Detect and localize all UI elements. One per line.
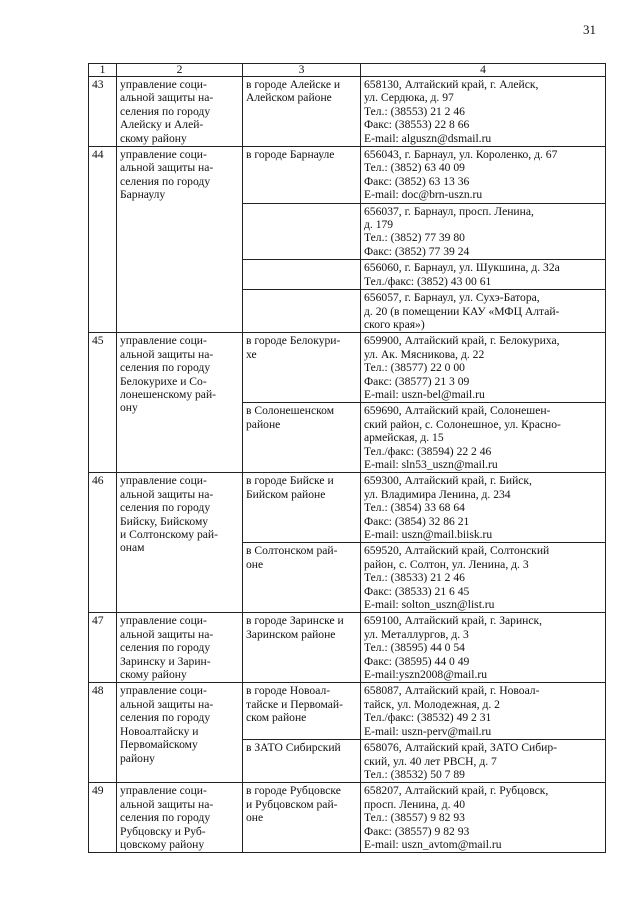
contact-info-text: 658076, Алтайский край, ЗАТО Сибир- ский, ул. 40 лет РВСН, д. 7 Тел.: (38532) 50 7 89 [364, 741, 558, 781]
contact-info-cell [361, 77, 606, 147]
agency-name-cell [117, 783, 243, 853]
table-row [89, 77, 606, 147]
service-area-cell [243, 473, 361, 543]
contact-info-text: 656043, г. Барнаул, ул. Короленко, д. 67 Тел.: (3852) 63 40 09 Факс: (3852) 63 13 36 E-mail: doc@brn-uszn.ru [364, 148, 558, 202]
contact-info-text: 656060, г. Барнаул, ул. Шукшина, д. 32а Тел./факс: (3852) 43 00 61 [364, 261, 560, 288]
agency-name-cell [117, 333, 243, 473]
table-row [89, 333, 606, 403]
contact-info-text: 656037, г. Барнаул, просп. Ленина, д. 179 Тел.: (3852) 77 39 80 Факс: (3852) 77 39 24 [364, 204, 534, 258]
contact-info-cell [361, 473, 606, 543]
service-area-cell [243, 147, 361, 204]
contact-info-text: 658087, Алтайский край, г. Новоал- тайск, ул. Молодежная, д. 2 Тел./факс: (38532) 49 2 31 E-mail: uszn-perv@mail.ru [364, 684, 540, 738]
contact-info-text: 659520, Алтайский край, Солтонский район, с. Солтон, ул. Ленина, д. 3 Тел.: (38533) 21 2 46 Факс: (38533) 21 6 45 E-mail: solton_uszn@list.ru [364, 544, 550, 612]
row-number-cell: 46 [89, 473, 117, 613]
contact-info-text: 656057, г. Барнаул, ул. Сухэ-Батора, д. 20 (в помещении КАУ «МФЦ Алтай- ского края») [364, 291, 560, 331]
service-area-text: в городе Рубцовске и Рубцовском рай- оне [246, 784, 341, 825]
contact-info-cell [361, 613, 606, 683]
contact-info-cell [361, 290, 606, 333]
contact-info-cell [361, 260, 606, 290]
service-area-cell [243, 543, 361, 613]
service-area-cell [243, 683, 361, 740]
agency-name-cell [117, 77, 243, 147]
agency-name-text: управление соци- альной защиты на- селения по городу Барнаулу [120, 148, 214, 202]
contact-info-cell [361, 740, 606, 783]
service-area-text: в городе Белокури- хе [246, 334, 341, 361]
service-area-text: в городе Бийске и Бийском районе [246, 474, 334, 501]
contact-info-text: 659900, Алтайский край, г. Белокуриха, ул. Ак. Мясникова, д. 22 Тел.: (38577) 22 0 00 Факс: (38577) 21 3 09 E-mail: uszn-bel@mail.ru [364, 334, 560, 401]
column-number-row [89, 64, 606, 77]
column-header: 2 [117, 64, 243, 77]
table-row [89, 613, 606, 683]
agency-name-text: управление соци- альной защиты на- селения по городу Бийску, Бийскому и Солтонскому рай- онам [120, 474, 218, 555]
contact-info-text: 659300, Алтайский край, г. Бийск, ул. Владимира Ленина, д. 234 Тел.: (3854) 33 68 64 Факс: (3854) 32 86 21 E-mail: uszn@mail.biisk.ru [364, 474, 532, 541]
table-row [89, 473, 606, 543]
service-area-cell [243, 783, 361, 853]
contact-info-text: 659690, Алтайский край, Солонешен- ский район, с. Солонешное, ул. Красно- армейская, д. 15 Тел./факс: (38594) 22 2 46 E-mail: sln53_uszn@mail.ru [364, 404, 561, 471]
contact-info-cell [361, 683, 606, 740]
table-body [89, 77, 606, 853]
service-area-text: в Солтонском рай- оне [246, 544, 338, 571]
agency-name-text: управление соци- альной защиты на- селения по городу Новоалтайску и Первомайскому району [120, 684, 214, 765]
agency-name-text: управление соци- альной защиты на- селения по городу Алейску и Алей- скому району [120, 78, 214, 145]
agency-name-text: управление соци- альной защиты на- селения по городу Заринску и Зарин- скому району [120, 614, 214, 682]
service-area-text: в Солонешенском районе [246, 404, 335, 431]
table-row [89, 683, 606, 740]
contact-info-text: 658207, Алтайский край, г. Рубцовск, просп. Ленина, д. 40 Тел.: (38557) 9 82 93 Факс: (38557) 9 82 93 E-mail: uszn_avtom@mail.ru [364, 784, 549, 851]
row-number-cell: 49 [89, 783, 117, 853]
contact-info-text: 658130, Алтайский край, г. Алейск, ул. Сердюка, д. 97 Тел.: (38553) 21 2 46 Факс: (38553) 22 8 66 E-mail: alguszn@dsmail.ru [364, 78, 539, 145]
row-number-cell: 43 [89, 77, 117, 147]
agency-name-text: управление соци- альной защиты на- селения по городу Белокурихе и Со- лонешенскому рай- ону [120, 334, 217, 415]
table-row [89, 783, 606, 853]
service-area-text: в ЗАТО Сибирский [246, 741, 341, 755]
service-area-cell [243, 290, 361, 333]
service-area-text: в городе Новоал- тайске и Первомай- ском районе [246, 684, 343, 725]
agency-name-cell [117, 683, 243, 783]
column-header: 4 [361, 64, 606, 77]
column-header: 3 [243, 64, 361, 77]
table-row [89, 147, 606, 204]
contact-info-cell [361, 543, 606, 613]
row-number-cell: 45 [89, 333, 117, 473]
service-area-text: в городе Алейске и Алейском районе [246, 78, 341, 105]
agency-name-text: управление соци- альной защиты на- селения по городу Рубцовску и Руб- цовскому району [120, 784, 214, 851]
agency-contacts-table [88, 63, 606, 853]
service-area-cell [243, 613, 361, 683]
contact-info-text: 659100, Алтайский край, г. Заринск, ул. Металлургов, д. 3 Тел.: (38595) 44 0 54 Факс: (38595) 44 0 49 E-mail:yszn2008@mail.ru [364, 614, 543, 682]
service-area-cell [243, 77, 361, 147]
service-area-text: в городе Барнауле [246, 148, 335, 162]
service-area-cell [243, 403, 361, 473]
contact-info-cell [361, 783, 606, 853]
service-area-cell [243, 260, 361, 290]
contact-info-cell [361, 147, 606, 204]
contact-info-cell [361, 203, 606, 260]
contact-info-cell [361, 333, 606, 403]
row-number-cell: 44 [89, 147, 117, 333]
row-number-cell: 47 [89, 613, 117, 683]
column-header: 1 [89, 64, 117, 77]
agency-name-cell [117, 147, 243, 333]
contact-info-cell [361, 403, 606, 473]
service-area-cell [243, 333, 361, 403]
page-number: 31 [583, 22, 596, 37]
agency-name-cell [117, 613, 243, 683]
row-number-cell: 48 [89, 683, 117, 783]
service-area-text: в городе Заринске и Заринском районе [246, 614, 344, 641]
service-area-cell [243, 203, 361, 260]
agency-name-cell [117, 473, 243, 613]
service-area-cell [243, 740, 361, 783]
